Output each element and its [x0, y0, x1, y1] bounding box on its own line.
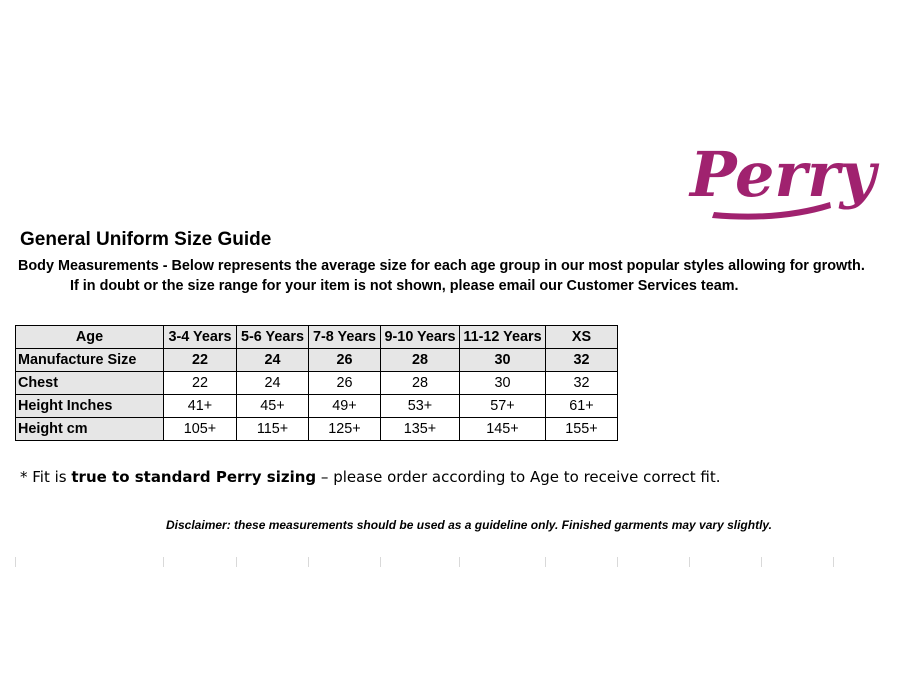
fit-note-prefix: * Fit is: [20, 468, 72, 486]
table-cell: 26: [309, 372, 381, 395]
perry-logo-text: Perry: [690, 138, 876, 211]
table-row: [16, 395, 618, 418]
gridline-tick: [163, 557, 164, 567]
table-cell: 24: [237, 372, 309, 395]
header-cell: 7-8 Years: [309, 326, 381, 349]
table-cell: 28: [381, 349, 460, 372]
header-cell: 11-12 Years: [460, 326, 546, 349]
row-label: Manufacture Size: [16, 349, 164, 372]
gridline-tick: [15, 557, 16, 567]
table-cell: 30: [460, 372, 546, 395]
header-cell-age: Age: [16, 326, 164, 349]
gridline-tick: [761, 557, 762, 567]
header-cell: XS: [546, 326, 618, 349]
gridline-tick: [545, 557, 546, 567]
size-table: [15, 325, 618, 441]
table-cell: 155+: [546, 418, 618, 441]
page-title: General Uniform Size Guide: [20, 229, 272, 250]
gridline-tick: [689, 557, 690, 567]
table-cell: 32: [546, 372, 618, 395]
disclaimer: Disclaimer: these measurements should be used as a guideline only. Finished garments may vary slightly.: [166, 518, 772, 532]
table-cell: 57+: [460, 395, 546, 418]
row-label: Chest: [16, 372, 164, 395]
table-cell: 125+: [309, 418, 381, 441]
table-cell: 41+: [164, 395, 237, 418]
table-row: [16, 418, 618, 441]
fit-note-suffix: – please order according to Age to receive correct fit.: [316, 468, 721, 486]
gridline-tick: [459, 557, 460, 567]
fit-note-bold: true to standard Perry sizing: [71, 468, 317, 486]
table-cell: 145+: [460, 418, 546, 441]
table-cell: 26: [309, 349, 381, 372]
fit-note: [20, 468, 721, 486]
table-row: [16, 349, 618, 372]
table-cell: 115+: [237, 418, 309, 441]
table-cell: 61+: [546, 395, 618, 418]
gridline-tick: [833, 557, 834, 567]
table-cell: 53+: [381, 395, 460, 418]
table-cell: 49+: [309, 395, 381, 418]
header-cell: 5-6 Years: [237, 326, 309, 349]
table-cell: 32: [546, 349, 618, 372]
gridline-tick: [308, 557, 309, 567]
table-cell: 30: [460, 349, 546, 372]
perry-logo: [688, 124, 876, 224]
gridline-tick: [380, 557, 381, 567]
table-cell: 24: [237, 349, 309, 372]
table-header-row: [16, 326, 618, 349]
table-row: [16, 372, 618, 395]
gridline-ticks: [0, 557, 900, 569]
table-cell: 45+: [237, 395, 309, 418]
subtitle-line-2: If in doubt or the size range for your item is not shown, please email our Customer Services team.: [70, 278, 739, 294]
table-cell: 105+: [164, 418, 237, 441]
header-cell: 3-4 Years: [164, 326, 237, 349]
row-label: Height cm: [16, 418, 164, 441]
header-cell: 9-10 Years: [381, 326, 460, 349]
table-cell: 22: [164, 349, 237, 372]
gridline-tick: [617, 557, 618, 567]
table-cell: 28: [381, 372, 460, 395]
row-label: Height Inches: [16, 395, 164, 418]
table-cell: 135+: [381, 418, 460, 441]
subtitle-line-1: Body Measurements - Below represents the average size for each age group in our most popular styles allowing for growth.: [18, 258, 865, 274]
gridline-tick: [236, 557, 237, 567]
table-cell: 22: [164, 372, 237, 395]
